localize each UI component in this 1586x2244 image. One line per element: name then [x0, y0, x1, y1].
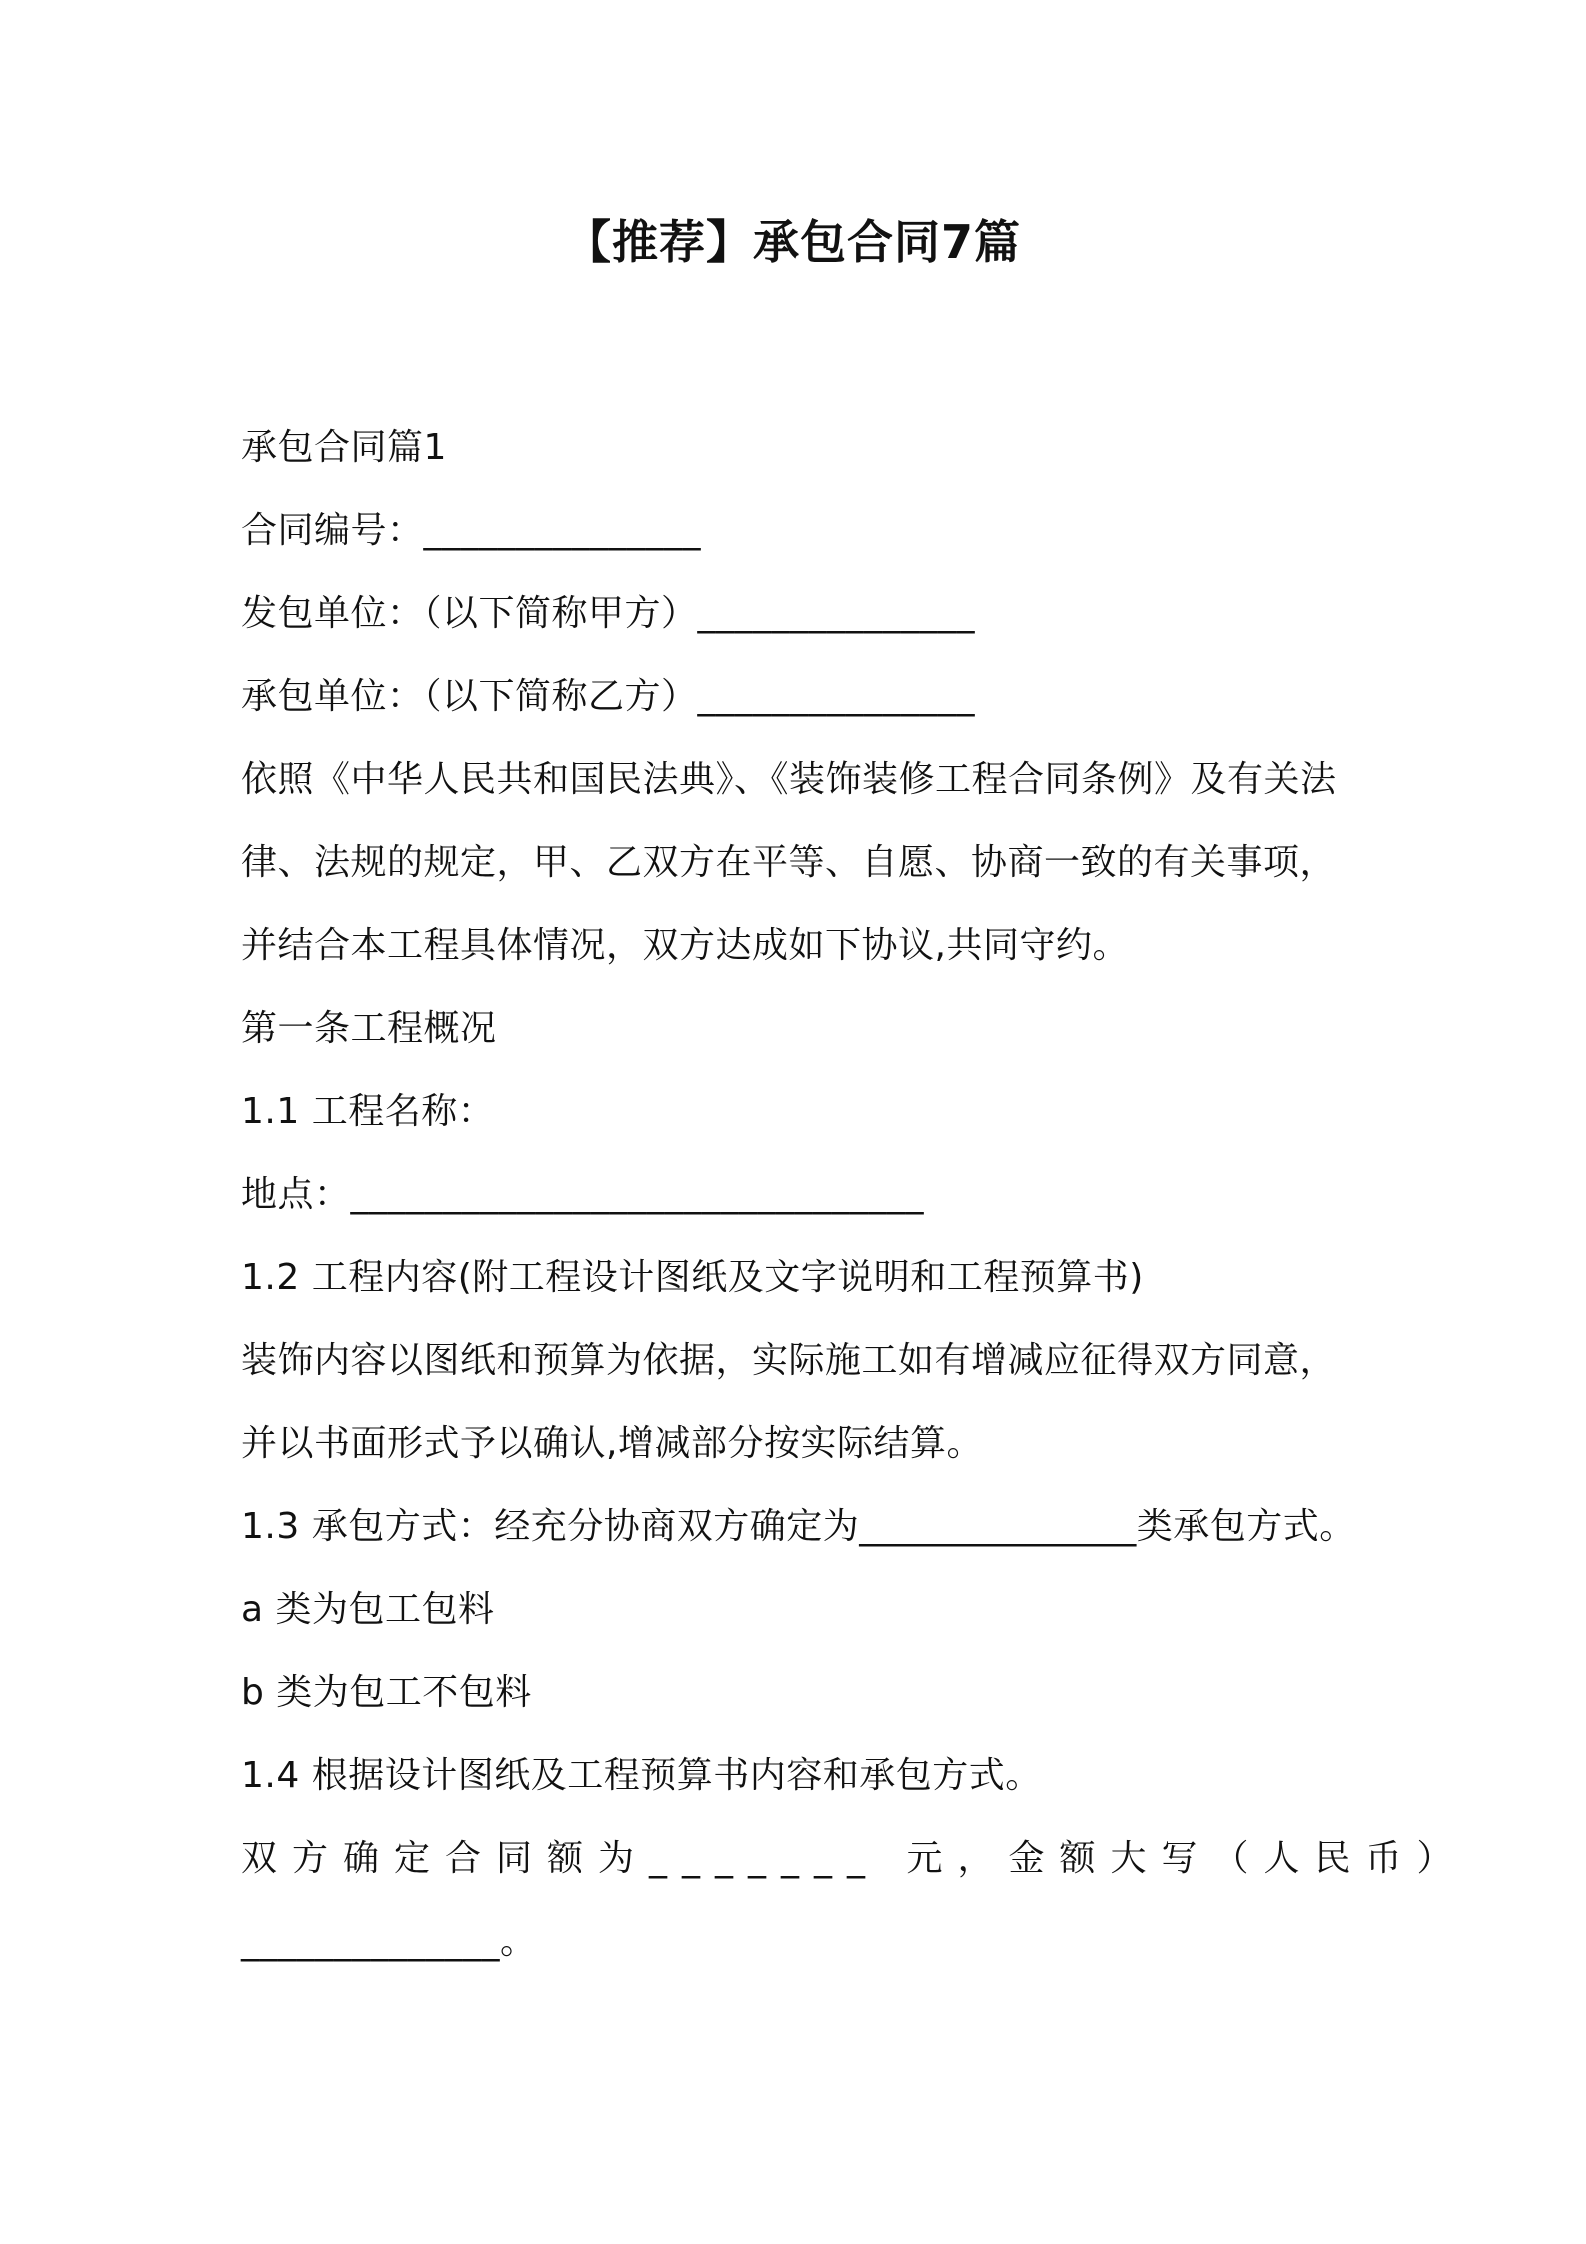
- clause-line: 1.4 根据设计图纸及工程预算书内容和承包方式。: [241, 1755, 1042, 1796]
- document-body: [241, 406, 1468, 1983]
- amount-line: 双方确定合同额为_______ 元，金额大写（人民币）: [241, 1838, 1468, 1879]
- document-title: 【推荐】承包合同7篇: [564, 215, 1021, 269]
- amount-blank-line: ______________。: [241, 1921, 537, 1962]
- option-line: a 类为包工包料: [241, 1589, 495, 1630]
- location-line: 地点：_______________________________: [241, 1174, 925, 1215]
- clause-line: 1.3 承包方式：经充分协商双方确定为_______________类承包方式。: [241, 1506, 1356, 1547]
- clause-line: 1.2 工程内容(附工程设计图纸及文字说明和工程预算书): [241, 1257, 1144, 1298]
- paragraph-line: 并结合本工程具体情况，双方达成如下协议,共同守约。: [241, 925, 1129, 966]
- party-a-line: 发包单位：（以下简称甲方）_______________: [241, 593, 976, 634]
- article-heading: 第一条工程概况: [241, 1008, 497, 1049]
- paragraph-line: 律、法规的规定，甲、乙双方在平等、自愿、协商一致的有关事项，: [241, 842, 1337, 883]
- party-b-line: 承包单位：（以下简称乙方）_______________: [241, 676, 976, 717]
- option-line: b 类为包工不包料: [241, 1672, 532, 1713]
- paragraph-line: 依照《中华人民共和国民法典》、《装饰装修工程合同条例》及有关法: [241, 759, 1337, 800]
- paragraph-line: 装饰内容以图纸和预算为依据，实际施工如有增减应征得双方同意，: [241, 1340, 1337, 1381]
- section-heading: 承包合同篇1: [241, 427, 447, 468]
- clause-line: 1.1 工程名称：: [241, 1091, 495, 1132]
- paragraph-line: 并以书面形式予以确认,增减部分按实际结算。: [241, 1423, 983, 1464]
- contract-number-line: 合同编号：_______________: [241, 510, 702, 551]
